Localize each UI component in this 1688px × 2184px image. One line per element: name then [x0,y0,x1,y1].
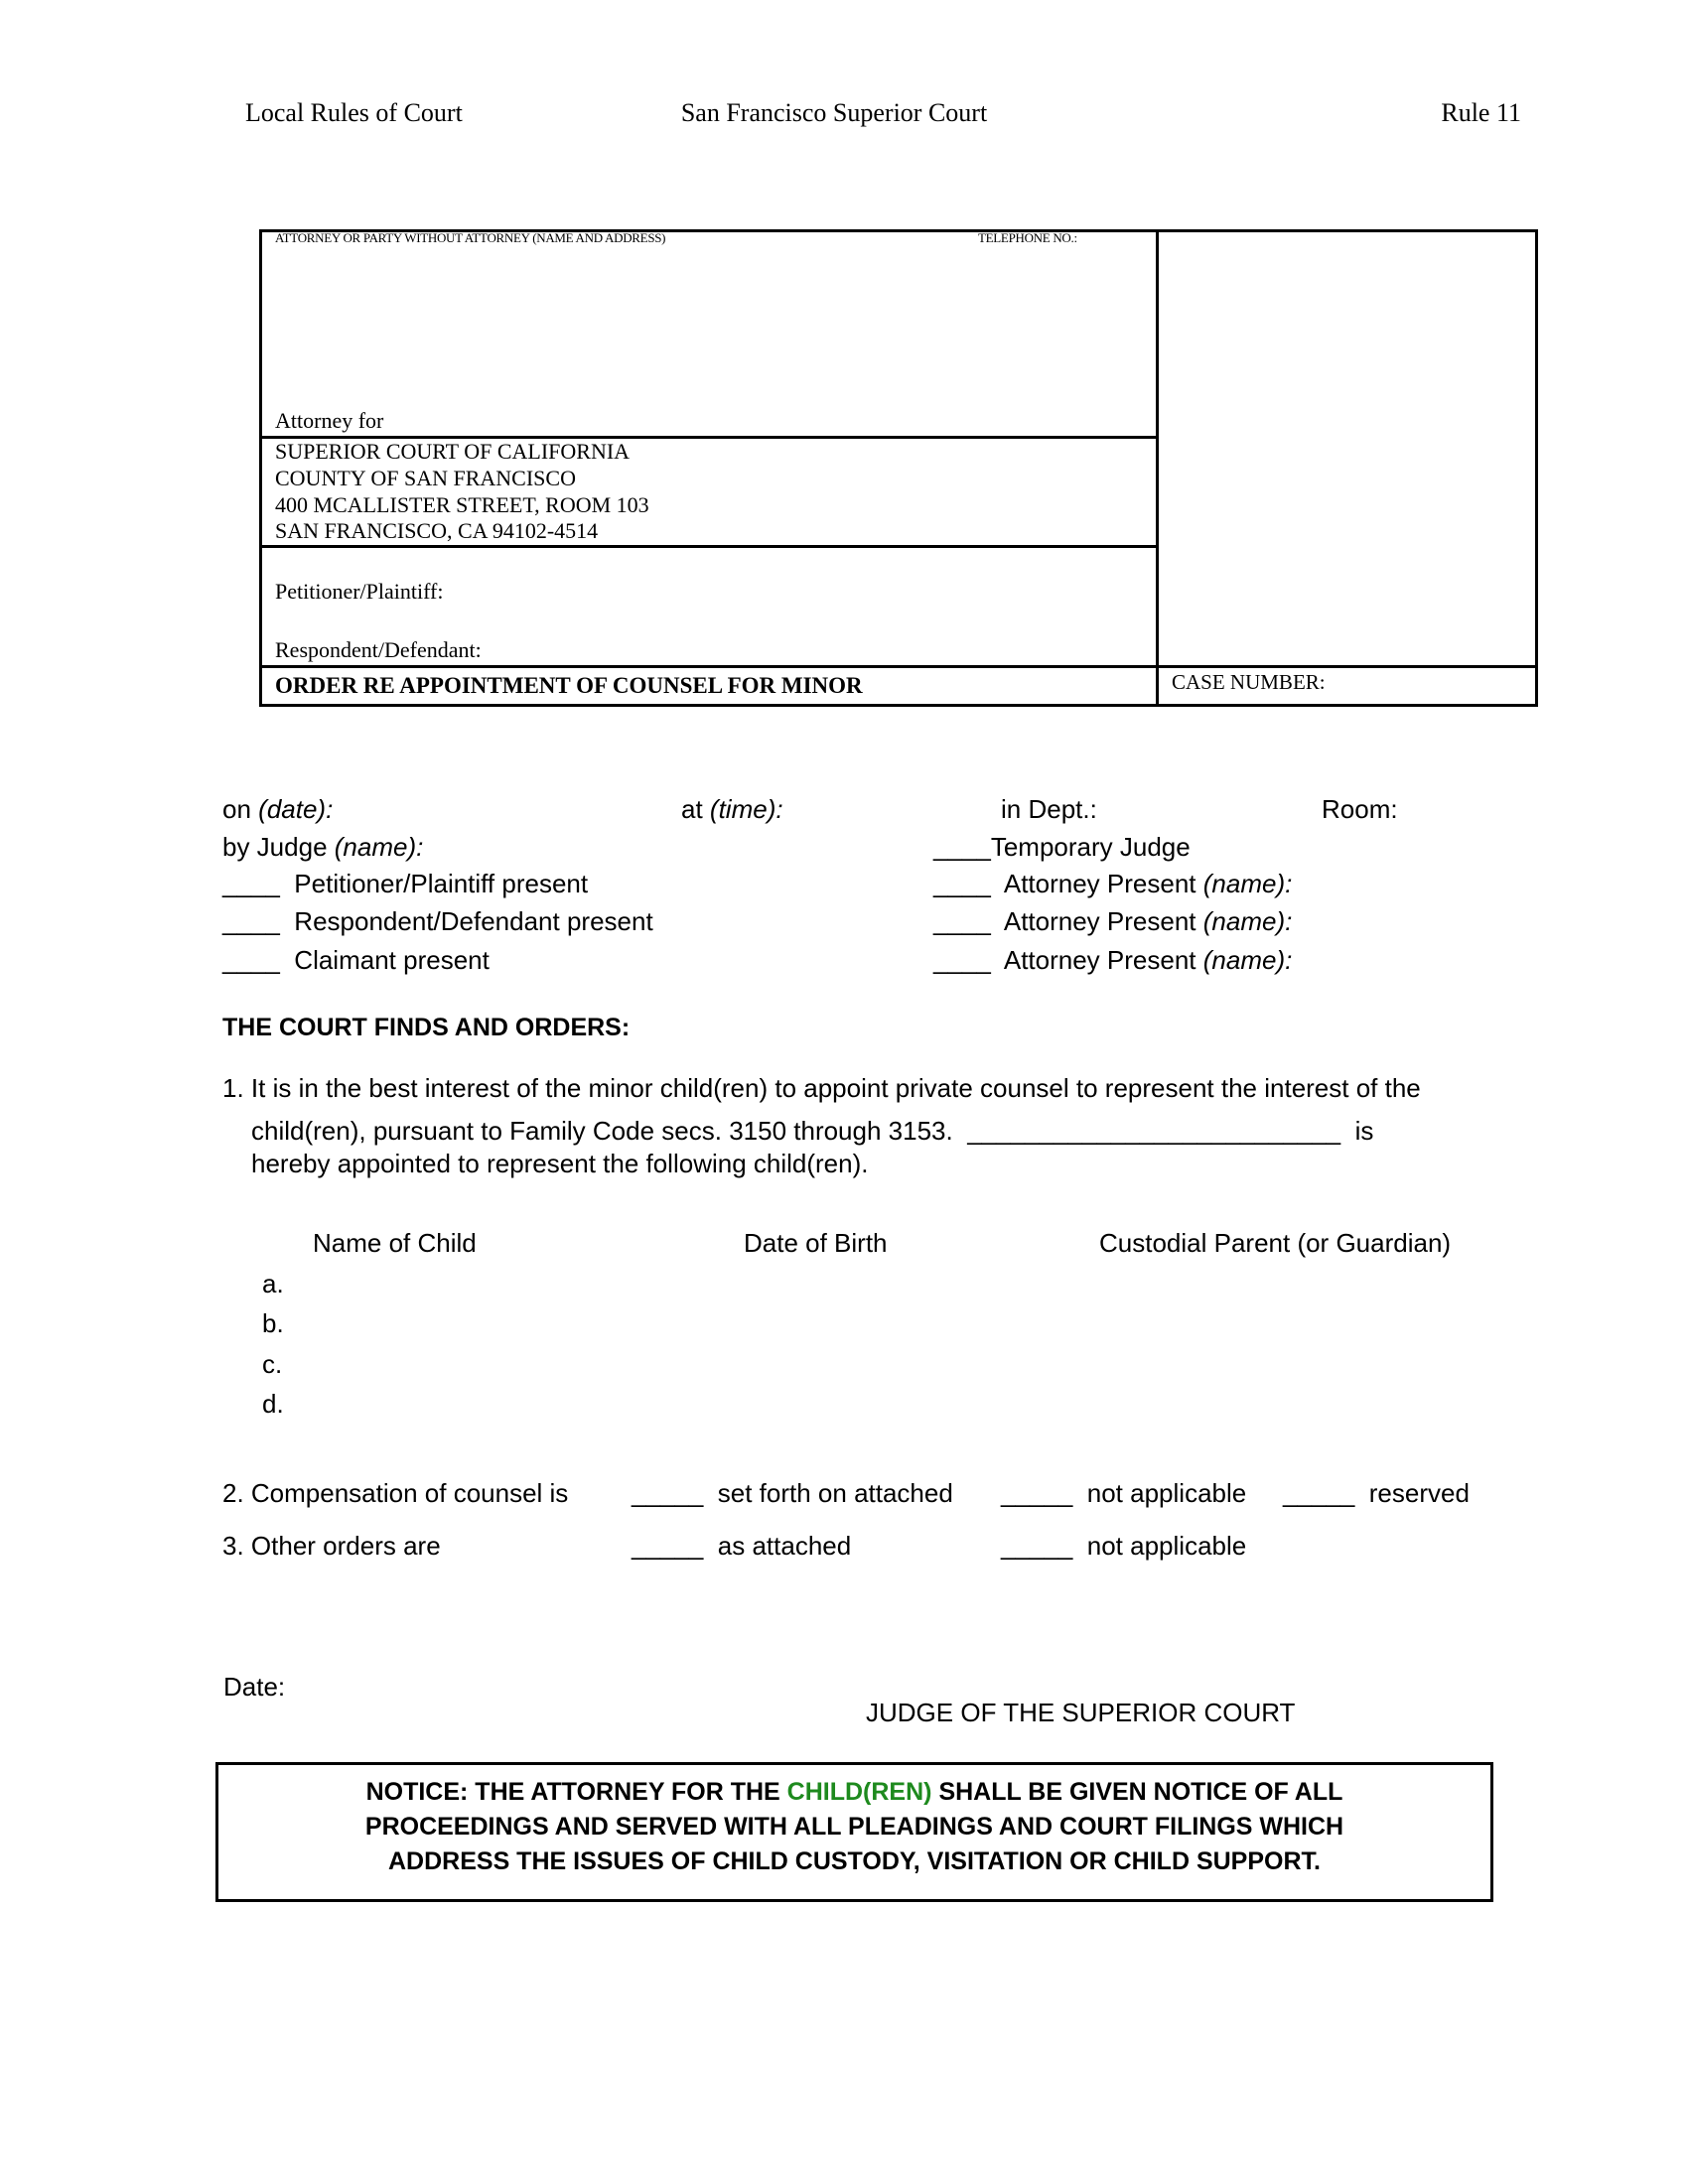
court-line: SUPERIOR COURT OF CALIFORNIA [275,439,631,464]
judge-signature-label: JUDGE OF THE SUPERIOR COURT [866,1698,1296,1727]
notice-line: ADDRESS THE ISSUES OF CHILD CUSTODY, VISITATION OR CHILD SUPPORT. [388,1847,1321,1875]
court-line: COUNTY OF SAN FRANCISCO [275,466,576,490]
column-name-of-child: Name of Child [313,1228,477,1258]
respondent-present: ____ Respondent/Defendant present [222,906,653,936]
findings-heading: THE COURT FINDS AND ORDERS: [222,1014,631,1041]
column-custodial-parent: Custodial Parent (or Guardian) [1099,1228,1452,1258]
claimant-present: ____ Claimant present [222,945,490,975]
column-date-of-birth: Date of Birth [744,1228,888,1258]
temporary-judge-label: ____Temporary Judge [933,832,1191,862]
header-center: San Francisco Superior Court [680,98,988,127]
petitioner-label: Petitioner/Plaintiff: [275,579,444,604]
child-row: c. [262,1349,283,1379]
item2-label: 2. Compensation of counsel is [222,1478,569,1508]
form-title: ORDER RE APPOINTMENT OF COUNSEL FOR MINOR [275,673,863,698]
time-label: at (time): [681,794,783,824]
judge-label: by Judge (name): [222,832,424,862]
respondent-label: Respondent/Defendant: [275,637,482,662]
child-row: a. [262,1269,284,1298]
petitioner-present: ____ Petitioner/Plaintiff present [222,869,589,898]
date-label: on (date): [222,794,334,824]
item1-line3: hereby appointed to represent the following child(ren). [251,1149,869,1178]
divider [259,545,1157,548]
item3-option: _____ not applicable [1001,1531,1247,1561]
child-row: d. [262,1389,284,1419]
court-line: 400 MCALLISTER STREET, ROOM 103 [275,492,649,517]
date-signature-label: Date: [223,1672,286,1702]
telephone-label: TELEPHONE NO.: [978,230,1077,245]
case-number-label: CASE NUMBER: [1172,670,1326,694]
attorney-label: ATTORNEY OR PARTY WITHOUT ATTORNEY (NAME AND ADDRESS) [275,230,666,245]
item2-option: _____ reserved [1283,1478,1470,1508]
item3-label: 3. Other orders are [222,1531,441,1561]
child-row: b. [262,1308,284,1338]
header-left: Local Rules of Court [245,98,463,127]
item1-line1: 1. It is in the best interest of the minor child(ren) to appoint private counsel to represent the interest of the [222,1073,1421,1103]
item3-option: _____ as attached [632,1531,852,1561]
attorney-for-label: Attorney for [275,408,384,433]
attorney-present: ____ Attorney Present (name): [933,945,1293,975]
item2-option: _____ not applicable [1001,1478,1247,1508]
divider [1156,229,1159,707]
dept-label: in Dept.: [1001,794,1097,824]
notice-line: NOTICE: THE ATTORNEY FOR THE CHILD(REN) SHALL BE GIVEN NOTICE OF ALL [365,1778,1343,1806]
court-line: SAN FRANCISCO, CA 94102-4514 [275,518,599,543]
notice-line: PROCEEDINGS AND SERVED WITH ALL PLEADINGS AND COURT FILINGS WHICH [364,1813,1344,1841]
attorney-present: ____ Attorney Present (name): [933,869,1293,898]
room-label: Room: [1322,794,1398,824]
item1-line2: child(ren), pursuant to Family Code secs. 3150 through 3153. __________________________ is [251,1116,1374,1146]
divider [259,665,1538,668]
header-right: Rule 11 [1441,98,1521,127]
attorney-present: ____ Attorney Present (name): [933,906,1293,936]
item2-option: _____ set forth on attached [632,1478,953,1508]
